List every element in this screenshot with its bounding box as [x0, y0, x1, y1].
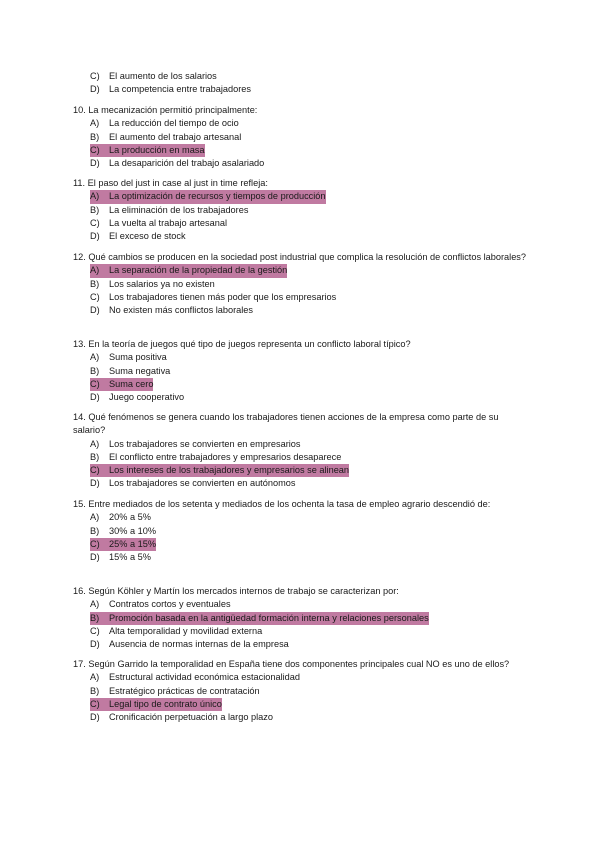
- option-c: C) Alta temporalidad y movilidad externa: [90, 625, 600, 638]
- option-text: Contratos cortos y eventuales: [109, 599, 231, 610]
- question-12: [0, 251, 600, 317]
- option-text: Los trabajadores se convierten en empresarios: [109, 438, 301, 449]
- option-c-highlighted: C) La producción en masa: [90, 144, 600, 157]
- option-a-highlighted: A) La separación de la propiedad de la gestión: [90, 264, 600, 277]
- question-17: [0, 658, 600, 724]
- question-10: [0, 104, 600, 170]
- option-text: Los salarios ya no existen: [109, 278, 215, 289]
- option-text: Los trabajadores se convierten en autónomos: [109, 478, 296, 489]
- question-16: [0, 585, 600, 651]
- option-text: Suma cero: [109, 378, 153, 391]
- option-c-highlighted: C) 25% a 15%: [90, 538, 600, 551]
- question-stem: 16. Según Köhler y Martín los mercados internos de trabajo se caracterizan por:: [73, 586, 399, 596]
- option-a: A) Los trabajadores se convierten en empresarios: [90, 438, 600, 451]
- option-a: A) 20% a 5%: [90, 511, 600, 524]
- question-11: [0, 177, 600, 243]
- option-c-highlighted: C) Legal tipo de contrato único: [90, 698, 600, 711]
- option-text: 15% a 5%: [109, 552, 151, 563]
- question-stem: 14. Qué fenómenos se genera cuando los trabajadores tienen acciones de la empresa como parte de su salario?: [73, 412, 499, 436]
- option-text: La competencia entre trabajadores: [109, 84, 251, 95]
- option-text: La reducción del tiempo de ocio: [109, 118, 239, 129]
- option-b: B) Suma negativa: [90, 365, 600, 378]
- option-d: D) No existen más conflictos laborales: [90, 304, 600, 317]
- option-d: D) Cronificación perpetuación a largo plazo: [90, 711, 600, 724]
- option-text: El aumento del trabajo artesanal: [109, 131, 242, 142]
- question-15: [0, 498, 600, 564]
- option-text: El conflicto entre trabajadores y empresarios desaparece: [109, 451, 342, 462]
- option-text: 20% a 5%: [109, 512, 151, 523]
- option-text: 25% a 15%: [109, 538, 156, 551]
- question-14: [0, 411, 600, 491]
- option-b: B) 30% a 10%: [90, 525, 600, 538]
- option-text: Suma negativa: [109, 365, 171, 376]
- option-text: No existen más conflictos laborales: [109, 305, 254, 316]
- option-text: Juego cooperativo: [109, 392, 185, 403]
- option-b: B) El conflicto entre trabajadores y empresarios desaparece: [90, 451, 600, 464]
- option-text: La desaparición del trabajo asalariado: [109, 158, 265, 169]
- option-text: Promoción basada en la antigüedad formación interna y relaciones personales: [109, 612, 429, 625]
- option-a-highlighted: A) La optimización de recursos y tiempos de producción: [90, 190, 600, 203]
- option-a: A) Contratos cortos y eventuales: [90, 598, 600, 611]
- option-d: D) La desaparición del trabajo asalariado: [90, 157, 600, 170]
- option-text: El exceso de stock: [109, 231, 186, 242]
- option-d: D) Juego cooperativo: [90, 391, 600, 404]
- option-text: Estructural actividad económica estacionalidad: [109, 672, 300, 683]
- option-a: A) Estructural actividad económica estacionalidad: [90, 671, 600, 684]
- option-c: C) La vuelta al trabajo artesanal: [90, 217, 600, 230]
- question-stem: 12. Qué cambios se producen en la sociedad post industrial que complica la resolución de conflictos laborales?: [73, 252, 527, 262]
- option-c: C) El aumento de los salarios: [90, 70, 600, 83]
- option-c: C) Los trabajadores tienen más poder que los empresarios: [90, 291, 600, 304]
- question-stem: 10. La mecanización permitió principalmente:: [73, 105, 258, 115]
- option-a: A) Suma positiva: [90, 351, 600, 364]
- option-text: Cronificación perpetuación a largo plazo: [109, 712, 273, 723]
- option-text: La eliminación de los trabajadores: [109, 204, 249, 215]
- option-text: La vuelta al trabajo artesanal: [109, 217, 227, 228]
- question-stem: 17. Según Garrido la temporalidad en España tiene dos componentes principales cual NO es uno de ellos?: [73, 659, 510, 669]
- option-text: Ausencia de normas internas de la empresa: [109, 639, 289, 650]
- option-b: B) La eliminación de los trabajadores: [90, 204, 600, 217]
- option-text: La producción en masa: [109, 144, 205, 157]
- option-text: Los trabajadores tienen más poder que los empresarios: [109, 291, 337, 302]
- option-b-highlighted: B) Promoción basada en la antigüedad formación interna y relaciones personales: [90, 612, 600, 625]
- option-text: La optimización de recursos y tiempos de producción: [109, 190, 326, 203]
- option-d: D) La competencia entre trabajadores: [90, 83, 600, 96]
- option-text: El aumento de los salarios: [109, 71, 217, 81]
- option-d: D) 15% a 5%: [90, 551, 600, 564]
- question-stem: 13. En la teoría de juegos qué tipo de juegos representa un conflicto laboral típico?: [73, 339, 411, 349]
- option-text: Los intereses de los trabajadores y empresarios se alinean: [109, 464, 349, 477]
- option-text: Suma positiva: [109, 352, 167, 363]
- question-stem: 15. Entre mediados de los setenta y mediados de los ochenta la tasa de empleo agrario descendió de:: [73, 499, 491, 509]
- option-text: La separación de la propiedad de la gestión: [109, 264, 287, 277]
- option-text: 30% a 10%: [109, 525, 156, 536]
- option-text: Legal tipo de contrato único: [109, 698, 222, 711]
- option-b: B) Los salarios ya no existen: [90, 278, 600, 291]
- option-b: B) El aumento del trabajo artesanal: [90, 131, 600, 144]
- question-stem: 11. El paso del just in case al just in time refleja:: [73, 178, 268, 188]
- option-b: B) Estratégico prácticas de contratación: [90, 685, 600, 698]
- option-d: D) Ausencia de normas internas de la empresa: [90, 638, 600, 651]
- option-d: D) Los trabajadores se convierten en autónomos: [90, 477, 600, 490]
- previous-question-tail: [0, 70, 600, 97]
- option-a: A) La reducción del tiempo de ocio: [90, 117, 600, 130]
- option-c-highlighted: C) Los intereses de los trabajadores y empresarios se alinean: [90, 464, 600, 477]
- option-text: Alta temporalidad y movilidad externa: [109, 625, 263, 636]
- option-d: D) El exceso de stock: [90, 230, 600, 243]
- question-13: [0, 338, 600, 404]
- option-c-highlighted: C) Suma cero: [90, 378, 600, 391]
- option-text: Estratégico prácticas de contratación: [109, 685, 260, 696]
